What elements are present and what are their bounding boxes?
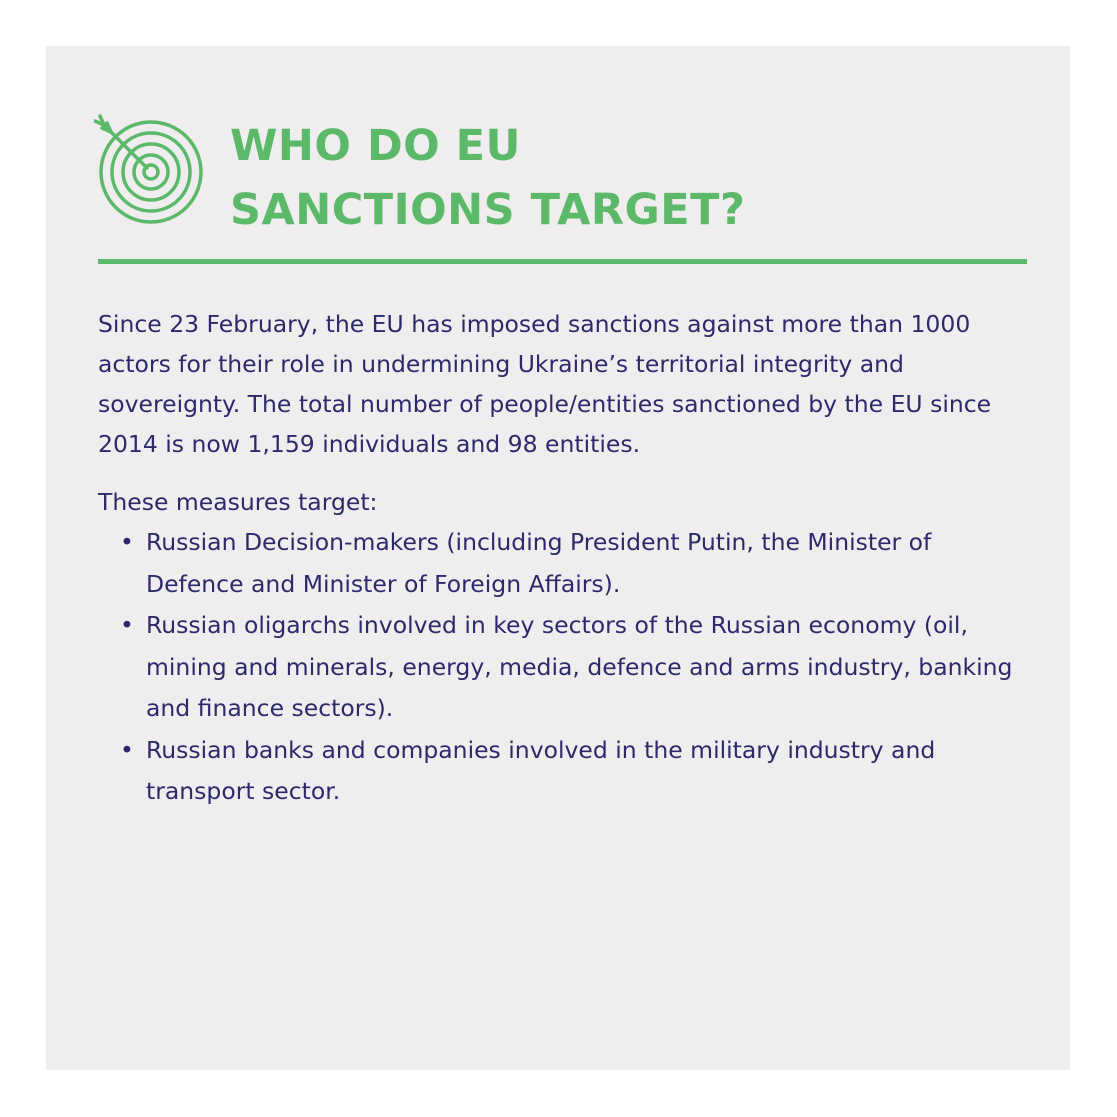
header — [94, 114, 1030, 234]
bullets-intro: These measures target: — [98, 488, 378, 516]
list-item — [98, 522, 1028, 605]
title-line-1: WHO DO EU — [230, 121, 521, 171]
list-item-text: Russian oligarchs involved in key sectors of the Russian economy (oil, mining and minerals, energy, media, defence and arms industry, banking and finance sectors). — [146, 611, 1013, 722]
title-line-2: SANCTIONS TARGET? — [230, 185, 746, 235]
bullet-dot: • — [120, 528, 134, 556]
divider — [98, 259, 1027, 264]
list-item — [98, 730, 1028, 813]
page-title — [230, 114, 745, 242]
infographic-card — [46, 46, 1070, 1070]
bullet-dot: • — [120, 611, 134, 639]
content-body — [98, 304, 1028, 813]
list-item-text: Russian banks and companies involved in the military industry and transport sector. — [146, 735, 936, 805]
bullet-dot: • — [120, 735, 134, 764]
list-item-text: Russian Decision-makers (including President Putin, the Minister of Defence and Minister of Foreign Affairs). — [146, 528, 932, 598]
bullet-list — [98, 522, 1028, 813]
summary-paragraph: Since 23 February, the EU has imposed sanctions against more than 1000 actors for their role in undermining Ukraine’s territorial integrity and sovereignty. The total number of people/entities sanctioned by the EU since 2014 is now 1,159 individuals and 98 entities. — [98, 310, 992, 458]
target-with-arrow-icon — [94, 114, 206, 226]
list-item — [98, 605, 1028, 730]
